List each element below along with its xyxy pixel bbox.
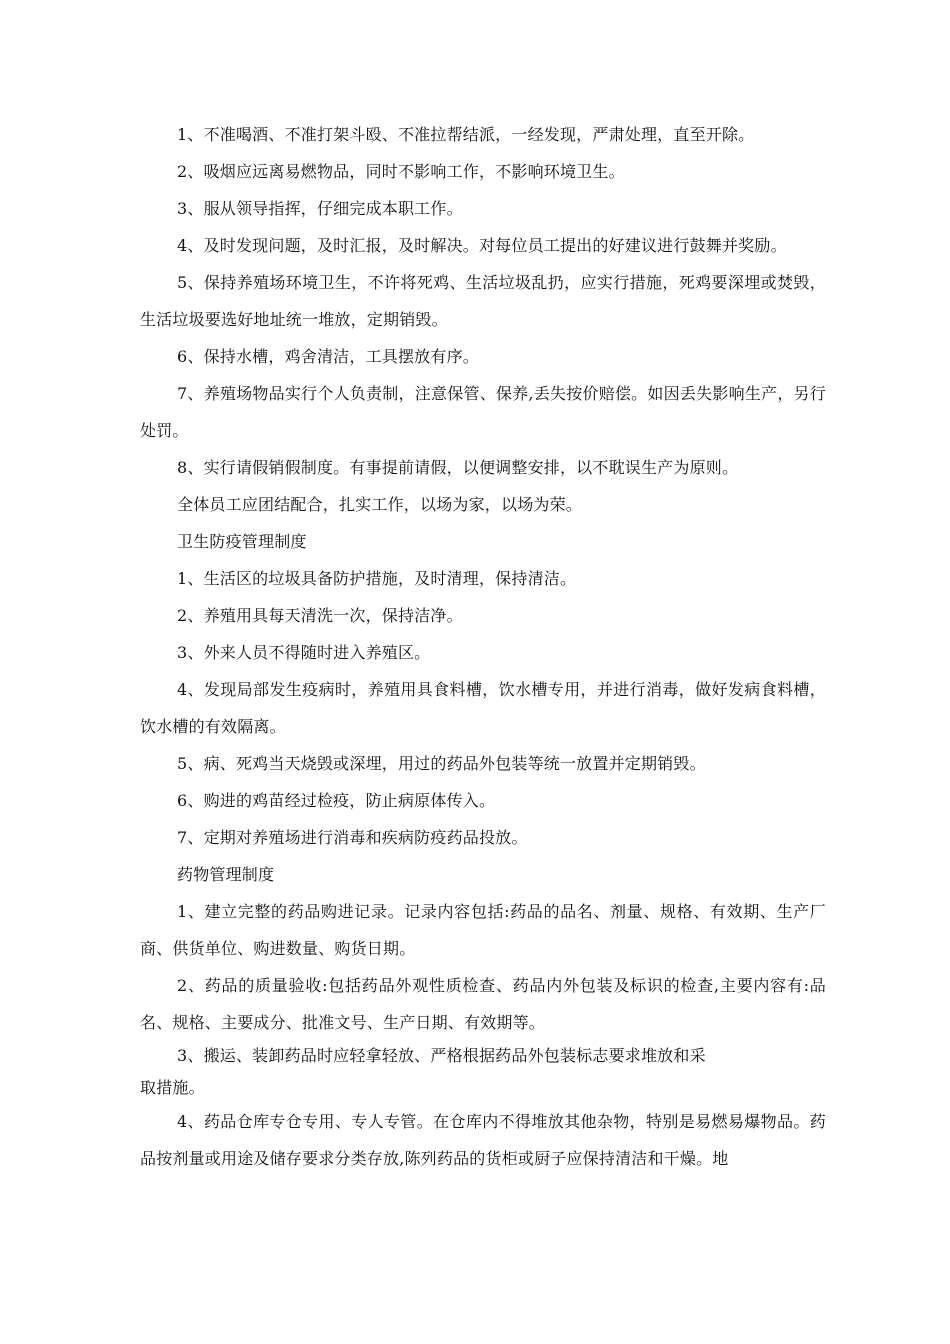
- rule-teamwork: 全体员工应团结配合，扎实工作，以场为家，以场为荣。: [177, 495, 583, 514]
- drug-rule-4: 4、药品仓库专仓专用、专人专管。在仓库内不得堆放其他杂物，特别是易燃易爆物品。药品按剂量或用途及储存要求分类存放,陈列药品的货柜或厨子应保持清洁和干燥。地: [140, 1112, 826, 1168]
- section-title-drug-management: 药物管理制度: [177, 865, 275, 884]
- epidemic-rule-7: 7、定期对养殖场进行消毒和疾病防疫药品投放。: [177, 828, 528, 847]
- epidemic-rule-6: 6、购进的鸡苗经过检疫，防止病原体传入。: [177, 791, 496, 810]
- rule-obey-leaders: 3、服从领导指挥，仔细完成本职工作。: [177, 199, 463, 218]
- document-page: [140, 116, 826, 1177]
- rule-environment-hygiene: 5、保持养殖场环境卫生，不许将死鸡、生活垃圾乱扔，应实行措施，死鸡要深埋或焚毁，生活垃圾要选好地址统一堆放，定期销毁。: [140, 273, 826, 329]
- epidemic-rule-2: 2、养殖用具每天清洗一次，保持洁净。: [177, 606, 463, 625]
- section-title-epidemic-prevention: 卫生防疫管理制度: [177, 532, 307, 551]
- drug-rule-3-continued: 取措施。: [140, 1078, 205, 1097]
- epidemic-rule-5: 5、病、死鸡当天烧毁或深埋，用过的药品外包装等统一放置并定期销毁。: [177, 754, 706, 773]
- rule-keep-clean: 6、保持水槽，鸡舍清洁，工具摆放有序。: [177, 347, 479, 366]
- epidemic-rule-1: 1、生活区的垃圾具备防护措施，及时清理，保持清洁。: [177, 569, 577, 588]
- drug-rule-2: 2、药品的质量验收:包括药品外观性质检查、药品内外包装及标识的检查,主要内容有:品名、规格、主要成分、批准文号、生产日期、有效期等。: [140, 976, 826, 1032]
- rule-no-drinking: 1、不准喝酒、不准打架斗殴、不准拉帮结派，一经发现，严肃处理，直至开除。: [177, 125, 755, 144]
- rule-smoking: 2、吸烟应远离易燃物品，同时不影响工作，不影响环境卫生。: [177, 162, 625, 181]
- drug-rule-1: 1、建立完整的药品购进记录。记录内容包括:药品的品名、剂量、规格、有效期、生产厂商、供货单位、购进数量、购货日期。: [140, 902, 826, 958]
- drug-rule-3: 3、搬运、装卸药品时应轻拿轻放、严格根据药品外包装标志要求堆放和采: [177, 1046, 706, 1065]
- epidemic-rule-4: 4、发现局部发生疫病时，养殖用具食料槽，饮水槽专用，并进行消毒，做好发病食料槽，饮水槽的有效隔离。: [140, 680, 826, 736]
- epidemic-rule-3: 3、外来人员不得随时进入养殖区。: [177, 643, 431, 662]
- rule-leave-system: 8、实行请假销假制度。有事提前请假，以便调整安排，以不耽误生产为原则。: [177, 458, 739, 477]
- rule-personal-responsibility: 7、养殖场物品实行个人负责制，注意保管、保养,丢失按价赔偿。如因丢失影响生产，另行处罚。: [140, 384, 826, 440]
- rule-report-problems: 4、及时发现问题，及时汇报，及时解决。对每位员工提出的好建议进行鼓舞并奖励。: [177, 236, 787, 255]
